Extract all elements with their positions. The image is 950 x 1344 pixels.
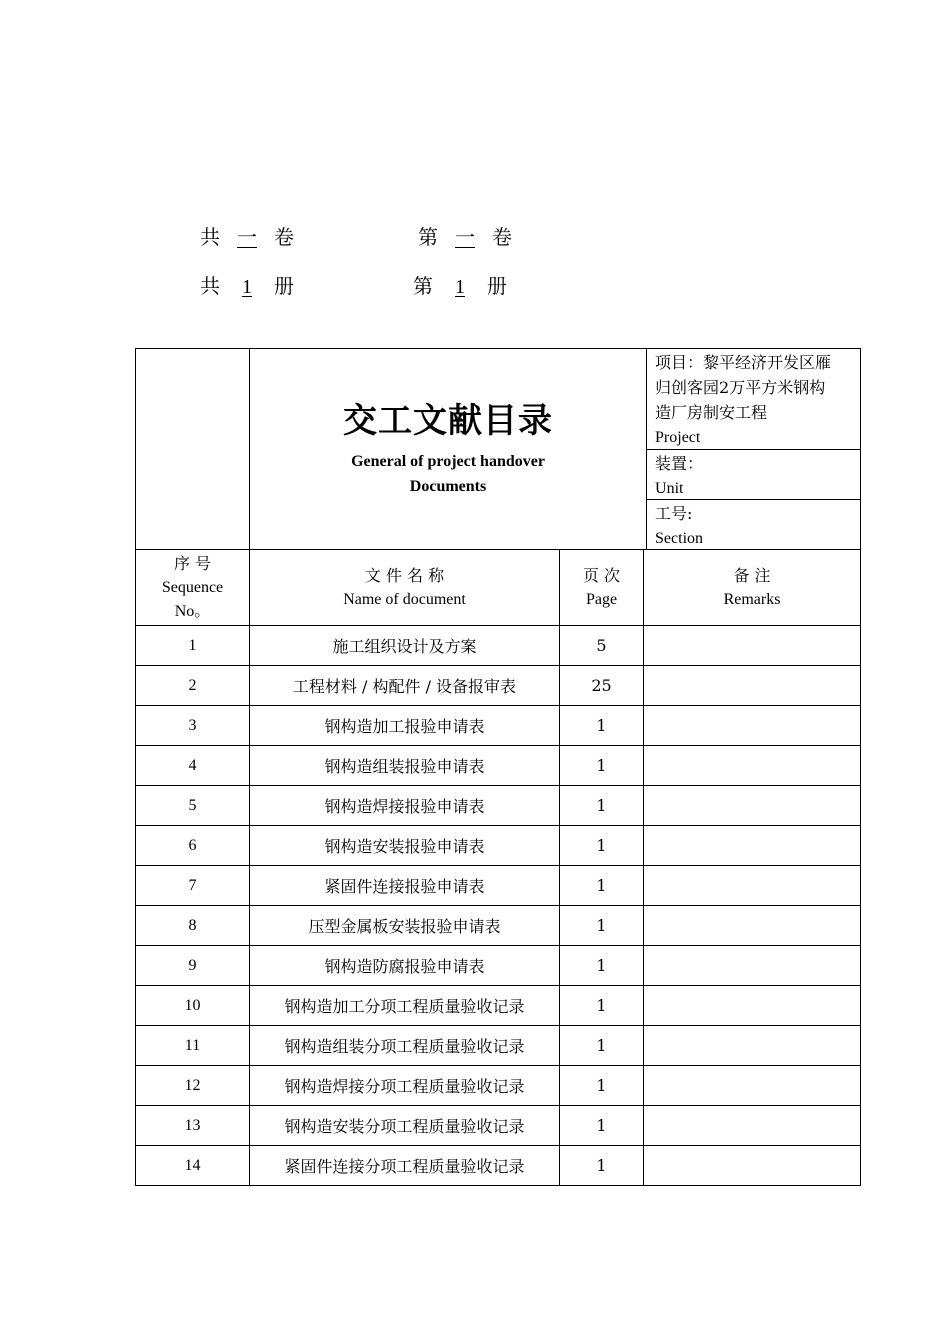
- volume-total: [200, 225, 294, 249]
- row-seq: 3: [136, 706, 250, 746]
- row-document-name: 钢构造安装报验申请表: [250, 826, 560, 866]
- row-seq: 10: [136, 986, 250, 1026]
- handover-catalog-table: [135, 348, 861, 1186]
- row-page: 1: [560, 866, 644, 906]
- row-page: 1: [560, 986, 644, 1026]
- row-document-name: 紧固件连接报验申请表: [250, 866, 560, 906]
- table-row: [136, 706, 861, 746]
- row-remarks: [644, 666, 861, 706]
- row-seq: 6: [136, 826, 250, 866]
- volume-total-suffix: 卷: [274, 225, 294, 249]
- document-title-en: [250, 449, 646, 499]
- column-header-row: [136, 550, 861, 626]
- volume-current-suffix: 卷: [492, 225, 512, 249]
- row-document-name: 钢构造安装分项工程质量验收记录: [250, 1106, 560, 1146]
- project-line1: 项目：黎平经济开发区雁: [655, 353, 832, 372]
- table-row: [136, 1146, 861, 1186]
- row-remarks: [644, 1146, 861, 1186]
- row-remarks: [644, 986, 861, 1026]
- section-info: [647, 499, 860, 549]
- row-document-name: 钢构造加工分项工程质量验收记录: [250, 986, 560, 1026]
- row-document-name: 钢构造组装分项工程质量验收记录: [250, 1026, 560, 1066]
- row-remarks: [644, 1066, 861, 1106]
- row-document-name: 施工组织设计及方案: [250, 626, 560, 666]
- book-total-prefix: 共: [200, 274, 220, 298]
- unit-info: [647, 449, 860, 499]
- row-remarks: [644, 866, 861, 906]
- row-page: 1: [560, 826, 644, 866]
- volume-current: [418, 225, 512, 249]
- header-remarks-en: Remarks: [723, 590, 781, 608]
- row-page: 1: [560, 706, 644, 746]
- row-page: 1: [560, 1146, 644, 1186]
- project-label-en: Project: [655, 429, 701, 446]
- book-total-value: 1: [242, 276, 252, 298]
- row-seq: 1: [136, 626, 250, 666]
- table-row: [136, 946, 861, 986]
- unit-label-en: Unit: [655, 480, 684, 497]
- table-row: [136, 1066, 861, 1106]
- row-page: 25: [560, 666, 644, 706]
- row-document-name: 工程材料 / 构配件 / 设备报审表: [250, 666, 560, 706]
- document-title-en-line2: Documents: [409, 478, 487, 495]
- row-remarks: [644, 1026, 861, 1066]
- book-total-suffix: 册: [274, 274, 294, 298]
- header-seq: [136, 550, 250, 626]
- volume-total-prefix: 共: [200, 225, 220, 249]
- row-remarks: [644, 1106, 861, 1146]
- header-seq-en2: No。: [174, 602, 211, 620]
- table-row: [136, 906, 861, 946]
- book-current-value: 1: [455, 276, 465, 298]
- title-row: [136, 349, 861, 550]
- row-document-name: 钢构造焊接报验申请表: [250, 786, 560, 826]
- row-remarks: [644, 786, 861, 826]
- book-current-prefix: 第: [413, 274, 433, 298]
- project-line2: 归创客园2万平方米钢构: [655, 378, 826, 397]
- row-remarks: [644, 826, 861, 866]
- project-line3: 造厂房制安工程: [655, 403, 768, 422]
- row-page: 1: [560, 906, 644, 946]
- header-name-en: Name of document: [343, 590, 466, 608]
- section-label: 工号:: [655, 504, 693, 523]
- header-name-cn: 文 件 名 称: [364, 565, 445, 585]
- header-name: [250, 550, 560, 626]
- row-seq: 8: [136, 906, 250, 946]
- volume-current-prefix: 第: [418, 225, 438, 249]
- book-current-suffix: 册: [487, 274, 507, 298]
- book-total: [200, 274, 294, 299]
- row-seq: 11: [136, 1026, 250, 1066]
- title-cell: [250, 349, 647, 550]
- table-row: [136, 786, 861, 826]
- header-seq-en1: Sequence: [161, 578, 224, 596]
- project-info: [647, 349, 860, 449]
- document-title-en-line1: General of project handover: [351, 453, 545, 470]
- row-document-name: 钢构造焊接分项工程质量验收记录: [250, 1066, 560, 1106]
- row-seq: 5: [136, 786, 250, 826]
- title-blank-cell: [136, 349, 250, 550]
- row-page: 1: [560, 786, 644, 826]
- header-page-en: Page: [585, 590, 618, 608]
- header-remarks: [644, 550, 861, 626]
- row-remarks: [644, 706, 861, 746]
- document-title: 交工文献目录: [343, 401, 553, 441]
- header-page: [560, 550, 644, 626]
- info-cell: [647, 349, 861, 550]
- row-page: 1: [560, 1026, 644, 1066]
- row-seq: 12: [136, 1066, 250, 1106]
- row-seq: 13: [136, 1106, 250, 1146]
- row-document-name: 压型金属板安装报验申请表: [250, 906, 560, 946]
- row-seq: 9: [136, 946, 250, 986]
- table-row: [136, 626, 861, 666]
- row-remarks: [644, 746, 861, 786]
- book-current: [413, 274, 507, 299]
- row-page: 1: [560, 1106, 644, 1146]
- table-row: [136, 746, 861, 786]
- row-document-name: 钢构造防腐报验申请表: [250, 946, 560, 986]
- row-document-name: 钢构造加工报验申请表: [250, 706, 560, 746]
- row-seq: 4: [136, 746, 250, 786]
- section-label-en: Section: [655, 530, 704, 547]
- row-page: 1: [560, 746, 644, 786]
- table-row: [136, 986, 861, 1026]
- row-remarks: [644, 946, 861, 986]
- row-seq: 7: [136, 866, 250, 906]
- table-row: [136, 666, 861, 706]
- row-seq: 2: [136, 666, 250, 706]
- table-row: [136, 1106, 861, 1146]
- table-row: [136, 826, 861, 866]
- row-remarks: [644, 906, 861, 946]
- header-page-cn: 页 次: [582, 565, 621, 585]
- table-row: [136, 1026, 861, 1066]
- volume-total-value: 一: [237, 225, 257, 249]
- table-row: [136, 866, 861, 906]
- row-seq: 14: [136, 1146, 250, 1186]
- row-page: 5: [560, 626, 644, 666]
- header-remarks-cn: 备 注: [733, 565, 771, 585]
- row-page: 1: [560, 1066, 644, 1106]
- volume-current-value: 一: [455, 225, 475, 249]
- row-document-name: 钢构造组装报验申请表: [250, 746, 560, 786]
- row-remarks: [644, 626, 861, 666]
- unit-label: 装置：: [655, 454, 704, 473]
- row-document-name: 紧固件连接分项工程质量验收记录: [250, 1146, 560, 1186]
- header-seq-cn: 序 号: [173, 553, 212, 573]
- row-page: 1: [560, 946, 644, 986]
